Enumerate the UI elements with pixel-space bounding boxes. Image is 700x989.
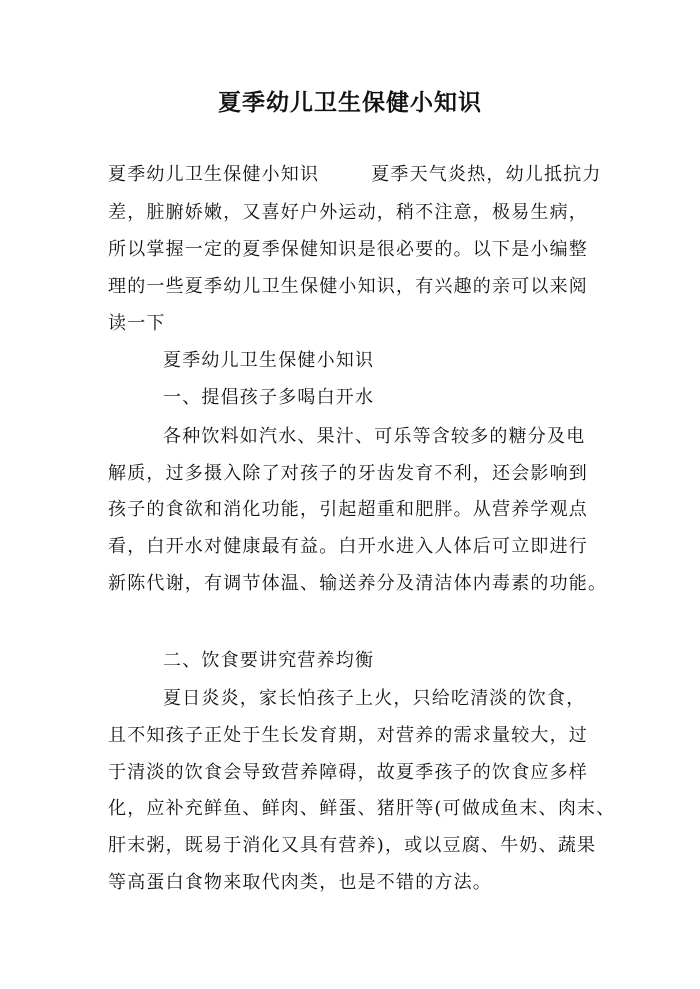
section2-line-2: 且不知孩子正处于生长发育期，对营养的需求量较大，过 [108,725,588,746]
section2-line-5: 肝末粥，既易于消化又具有营养)，或以豆腐、牛奶、蔬果 [108,835,597,856]
section2-line-3: 于清淡的饮食会导致营养障碍，故夏季孩子的饮食应多样 [108,762,588,783]
subtitle: 夏季幼儿卫生保健小知识 [163,350,375,371]
intro-line-5: 读一下 [108,313,166,334]
intro-line-2: 差，脏腑娇嫩，又喜好户外运动，稍不注意，极易生病， [108,202,588,223]
section1-line-5: 新陈代谢，有调节体温、输送养分及清洁体内毒素的功能。 [108,573,608,594]
section2-heading: 二、饮食要讲究营养均衡 [163,650,375,671]
section2-line-6: 等高蛋白食物来取代肉类，也是不错的方法。 [108,872,492,893]
section1-line-4: 看，白开水对健康最有益。白开水进入人体后可立即进行 [108,536,588,557]
section1-first-line: 各种饮料如汽水、果汁、可乐等含较多的糖分及电 [163,426,586,447]
section2-line-4: 化，应补充鲜鱼、鲜肉、鲜蛋、猪肝等(可做成鱼末、肉末、 [108,798,616,819]
intro-line-4: 理的一些夏季幼儿卫生保健小知识，有兴趣的亲可以来阅 [108,276,588,297]
section1-heading: 一、提倡孩子多喝白开水 [163,387,375,408]
intro-line-3: 所以掌握一定的夏季保健知识是很必要的。以下是小编整 [108,239,588,260]
section2-first-line: 夏日炎炎，家长怕孩子上火，只给吃清淡的饮食， [163,688,586,709]
intro-lead: 夏季幼儿卫生保健小知识 [108,164,320,185]
intro-line-1 [108,163,602,187]
intro-line-1-rest: 夏季天气炎热，幼儿抵抗力 [371,164,602,185]
section1-line-2: 解质，过多摄入除了对孩子的牙齿发育不利，还会影响到 [108,463,588,484]
document-title: 夏季幼儿卫生保健小知识 [218,90,482,116]
section1-line-3: 孩子的食欲和消化功能，引起超重和肥胖。从营养学观点 [108,499,588,520]
